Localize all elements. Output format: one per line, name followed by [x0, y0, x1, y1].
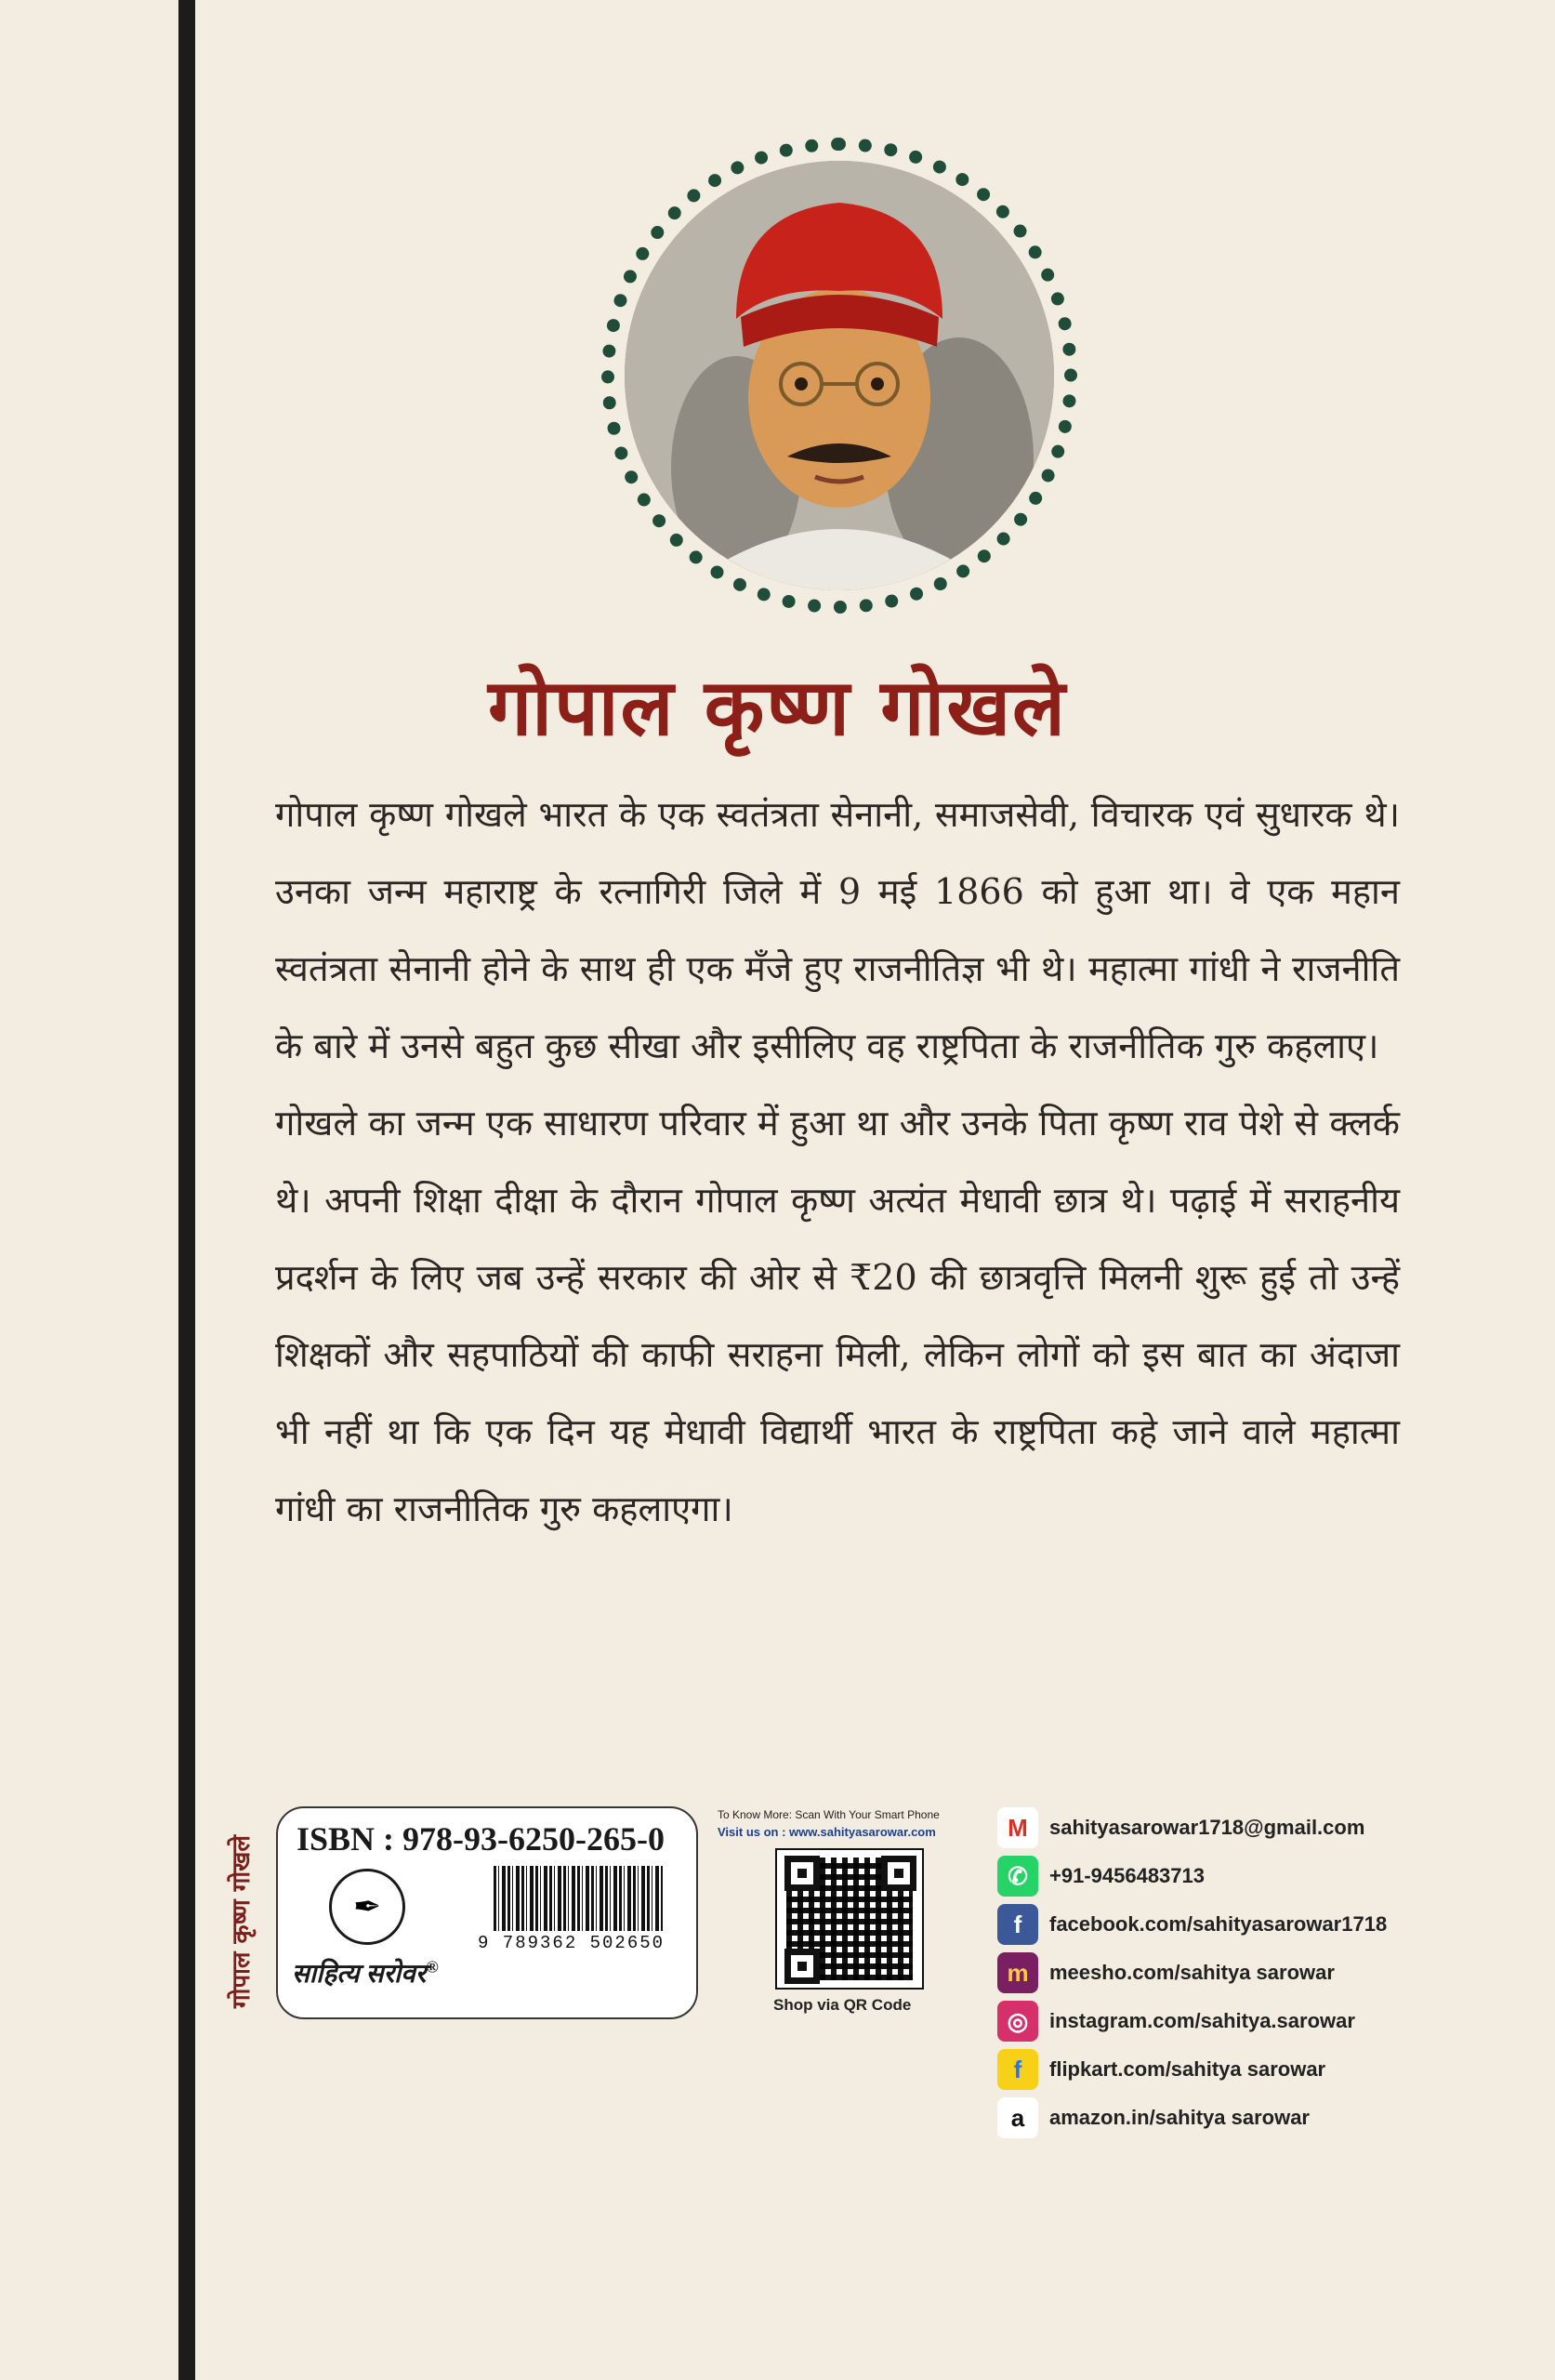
qr-website[interactable]: Visit us on : www.sahityasarowar.com	[718, 1825, 936, 1839]
spine-bar	[178, 0, 195, 2380]
qr-scan-note: To Know More: Scan With Your Smart Phone	[718, 1808, 940, 1821]
gmail-icon: M	[997, 1807, 1038, 1848]
blurb	[275, 776, 1400, 1548]
contact-list	[997, 1804, 1443, 2142]
contact-item[interactable]	[997, 1804, 1443, 1852]
barcode-number: 9 789362 502650	[478, 1933, 665, 1953]
amazon-icon: a	[997, 2097, 1038, 2138]
contact-item[interactable]	[997, 2094, 1443, 2142]
isbn-number: ISBN : 978-93-6250-265-0	[297, 1820, 665, 1858]
book-title: गोपाल कृष्ण गोखले	[488, 662, 1067, 753]
quill-pen-icon: ✒	[329, 1869, 405, 1945]
portrait-image	[625, 161, 1054, 590]
blurb-paragraph-2: गोखले का जन्म एक साधारण परिवार में हुआ था और उनके पिता कृष्ण राव पेशे से क्लर्क थे। अपनी शिक्षा दीक्षा के दौरान गोपाल कृष्ण अत्यंत मेधावी छात्र थे। पढ़ाई में सराहनीय प्रदर्शन के लिए जब उन्हें सरकार की ओर से ₹20 की छात्रवृत्ति मिलनी शुरू हुई तो उन्हें शिक्षकों और सहपाठियों की काफी सराहना मिली, लेकिन लोगों को इस बात का अंदाजा भी नहीं था कि एक दिन यह मेधावी विद्यार्थी भारत के राष्ट्रपिता कहे जाने वाले महात्मा गांधी का राजनीतिक गुरु कहलाएगा।	[275, 1103, 1400, 1529]
spine-title: गोपाल कृष्ण गोखले	[228, 1834, 256, 2008]
contact-text: +91-9456483713	[1049, 1864, 1205, 1887]
barcode	[494, 1866, 663, 1931]
whatsapp-icon: ✆	[997, 1856, 1038, 1897]
contact-item[interactable]	[997, 1900, 1443, 1949]
qr-finder-bottom-left	[784, 1949, 820, 1984]
facebook-icon: f	[997, 1904, 1038, 1945]
qr-caption: Shop via QR Code	[773, 1996, 912, 2014]
contact-text: instagram.com/sahitya.sarowar	[1049, 2009, 1355, 2032]
contact-item[interactable]	[997, 1852, 1443, 1900]
contact-text: meesho.com/sahitya sarowar	[1049, 1961, 1335, 1984]
contact-text: facebook.com/sahityasarowar1718	[1049, 1912, 1388, 1936]
contact-item[interactable]	[997, 2045, 1443, 2094]
contact-text: flipkart.com/sahitya sarowar	[1049, 2057, 1326, 2081]
instagram-icon: ◎	[997, 2001, 1038, 2042]
qr-code[interactable]	[775, 1848, 924, 1990]
qr-finder-top-left	[784, 1856, 820, 1891]
flipkart-icon: f	[997, 2049, 1038, 2090]
isbn-card	[276, 1806, 698, 2019]
qr-finder-top-right	[881, 1856, 916, 1891]
contact-item[interactable]	[997, 1949, 1443, 1997]
meesho-icon: m	[997, 1952, 1038, 1993]
contact-item[interactable]	[997, 1997, 1443, 2045]
contact-text: sahityasarowar1718@gmail.com	[1049, 1816, 1365, 1839]
publisher-name: साहित्य सरोवर®	[292, 1957, 439, 1989]
contact-text: amazon.in/sahitya sarowar	[1049, 2106, 1310, 2129]
blurb-paragraph-1: गोपाल कृष्ण गोखले भारत के एक स्वतंत्रता सेनानी, समाजसेवी, विचारक एवं सुधारक थे। उनका जन्म महाराष्ट्र के रत्नागिरी जिले में 9 मई 1866 को हुआ था। वे एक महान स्वतंत्रता सेनानी होने के साथ ही एक मँजे हुए राजनीतिज्ञ भी थे। महात्मा गांधी ने राजनीति के बारे में उनसे बहुत कुछ सीखा और इसीलिए वह राष्ट्रपिता के राजनीतिक गुरु कहलाए।	[275, 794, 1400, 1066]
portrait-frame	[601, 138, 1077, 614]
